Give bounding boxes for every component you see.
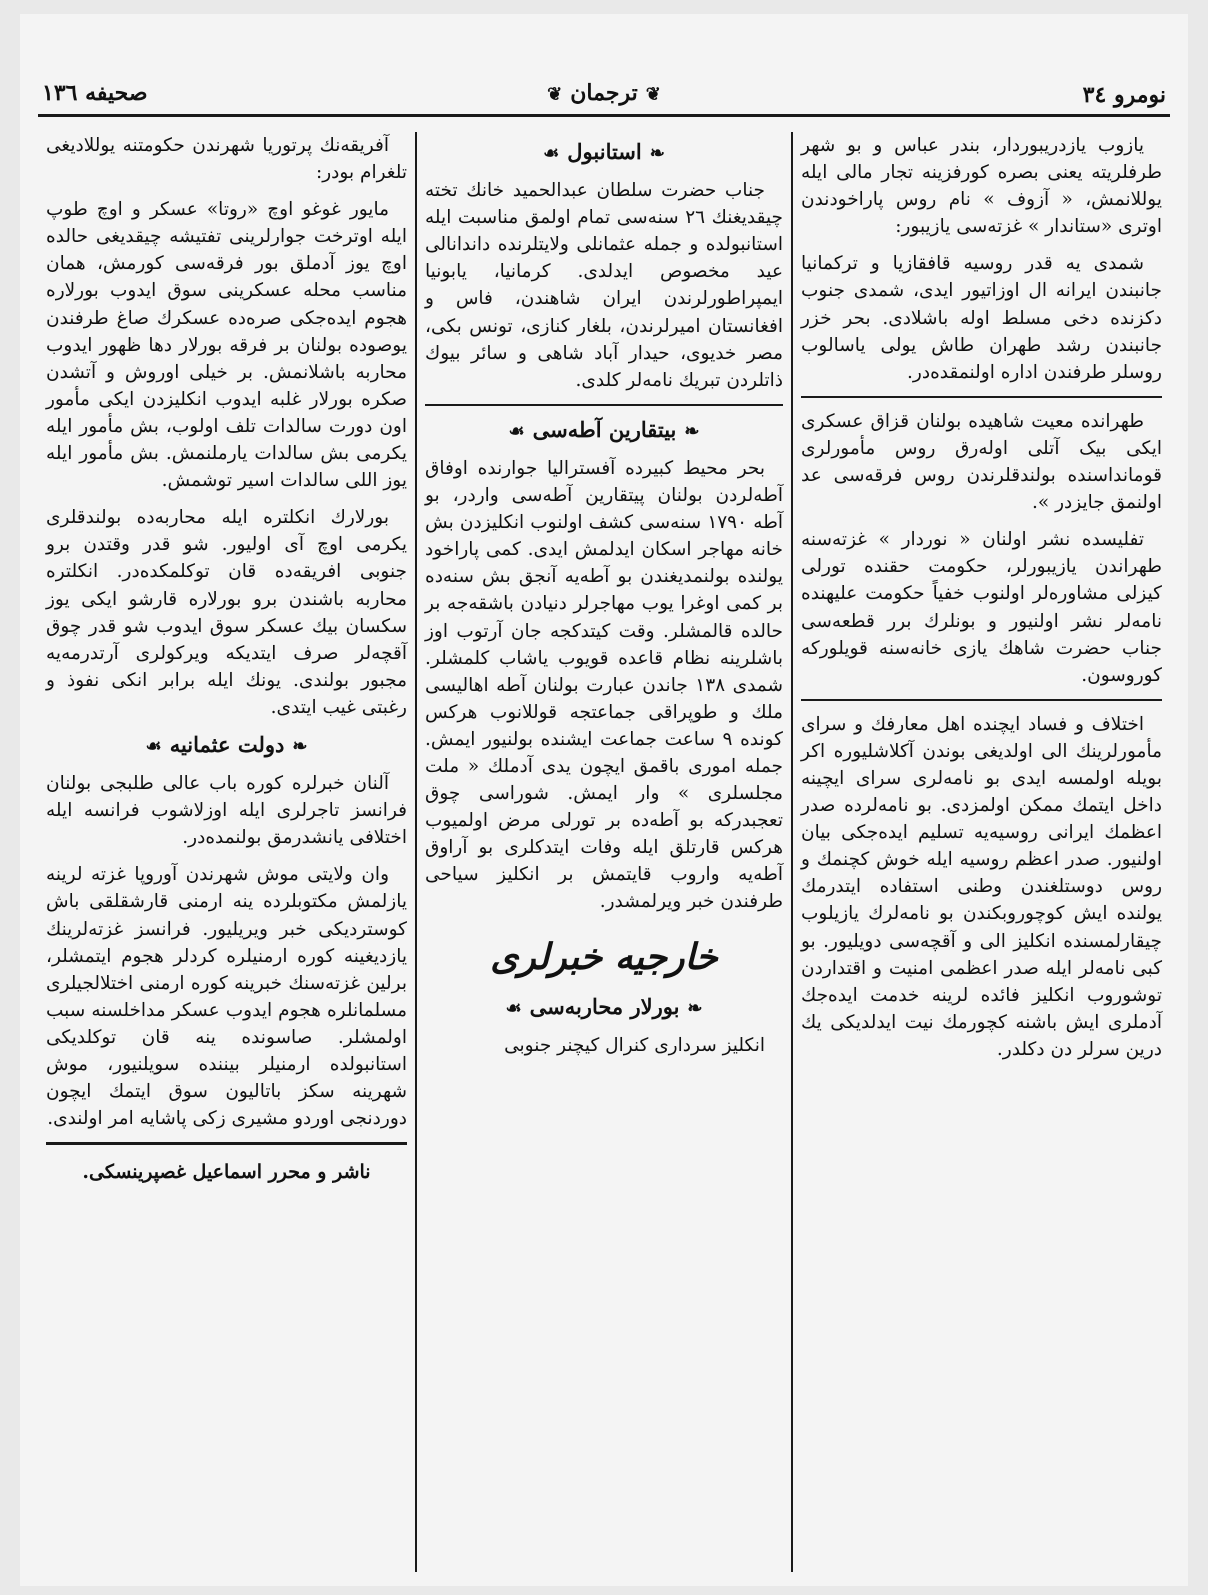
columns bbox=[38, 132, 1170, 1572]
masthead bbox=[38, 62, 1170, 117]
publisher-line: ناشر و محرر اسماعیل غصپرینسکی. bbox=[82, 1161, 371, 1184]
ornament-icon: ❦ bbox=[645, 84, 661, 105]
section-heading bbox=[46, 731, 407, 760]
article-paragraph: طهرانده معیت شاهیده بولنان قزاق عسکری ایکی بیک آتلی اوله‌رق روس مأمورلری قوماندا‌سنده بولندقلرندن روس فرقه‌سی عد اولنمق جایزدر ». bbox=[801, 410, 1162, 514]
ornament-icon: ☙ bbox=[145, 735, 162, 757]
column-left bbox=[38, 132, 415, 1572]
heading-island: بیتقارین آطه‌سی bbox=[532, 416, 677, 442]
ornament-icon: ☙ bbox=[543, 143, 560, 164]
article-paragraph: شمدی یه قدر روسیه قافقازیا و ترکمانیا جانبندن ایرانه ال اوزاتیور ایدی، شمدی جنوب دکزنده دخی مسلط اوله باشلادی. بحر خزر جانبندن رشد طهران طاش یولی یاسالوب روسلر طرفندن اداره اولنمقده‌در. bbox=[801, 253, 1162, 383]
section-divider bbox=[801, 699, 1162, 701]
ornament-icon: ❧ bbox=[684, 420, 700, 442]
ornament-icon: ☙ bbox=[508, 420, 525, 442]
column-right bbox=[793, 132, 1170, 1572]
article-paragraph: آفریقه‌نك پرتوریا شهرندن حکومتنه یوللادیغی تلغرام بودر: bbox=[46, 135, 407, 184]
section-heading bbox=[425, 993, 783, 1022]
section-divider bbox=[425, 404, 783, 406]
footer-divider bbox=[46, 1142, 407, 1145]
article-paragraph: جناب حضرت سلطان عبدالحمید خانك تخته چیقدیغنك ٢٦ سنه‌سی تمام اولمق مناسبت ایله استانبولده و جمله عثمانلی ولایتلرنده داندانالی عید مخصوص ایدلدی. کرمانیا، یابونیا ایمپراطورلرندن ایران شاهندن، فاس و افغانستان امیرلرندن، بلغار کنازی، تونس بکی، مصر خدیوی، حیدار آباد شاهی و سائر بیوك ذاتلردن تبریك نامه‌لر کلدی. bbox=[425, 180, 783, 391]
column-middle bbox=[417, 132, 791, 1572]
article-paragraph: اختلاف و فساد ایچنده اهل معارفك و سرای مأمورلرینك الی اولدیغی بوندن آکلاشلیوره اکر بو‌یله اولمسه ایدی بو نامه‌لری سرای ایچینه داخل ایتمك ممکن اولمزدی. بو نامه‌لرده صدر اعظمك ایرانی روسیه‌یه تسلیم ایده‌جکی بیان اولنیور. صدر اعظم روسیه ایله خوش کچنمك و روس دوستلغندن وطنی استفاده ایتدرمك یولنده ایش کوچوروبکندن بو نامه‌لرك یازیلوب چیقارلمسنده انکلیز الی و آقچه‌سی دویلیور. بو کبی نامه‌لر ایله صدر اعظمی امنیت و اقتداردن توشوروب انکلیز فائده لرینه خدمت ایده‌جك آدملری ایش باشنه کچورمك نیت ایدلدیکی یك درین سرلر دن دکلدر. bbox=[801, 713, 1162, 1060]
article-paragraph: بورلارك انکلتره ایله محاربه‌ده بولندقلری یکرمی اوچ آی اولیور. شو قدر وقتدن برو جنوبی افریقه‌ده قان توکلمکده‌در. انکلتره محاربه باشندن برو بورلاره قارشو ایکی یوز سکسان بیك عسکر سوق ایدوب شو قدر چوق آقچه‌لر صرف ایتدیکه ویرکولری آرتدرمه‌یه مجبور بولندی. یونك ایله برابر انکی نفوذ و رغبتی غیب ایتدی. bbox=[46, 507, 407, 718]
heading-boer-war: بورلار محاربه‌سی bbox=[529, 993, 680, 1019]
issue-number: نومرو ٣٤ bbox=[1082, 82, 1166, 108]
article-paragraph: وان ولایتی موش شهرندن آوروپا غزته لرینه یازلمش مکتوبلرده ینه ارمنی قارشقلقی باش کوستردیکی خبر ویریلیور. فرانسز غزته‌لرینك یازدیغینه کوره ارمنیلره کردلر هجوم ایتمشلر، برلین غزته‌سنك خبرینه کوره ارمنی اختلالجیلری مسلمانلره هجوم ایدوب عسکر مداخلسنه سبب اولمشلر. صاسونده ینه قان توکلدیکی استانبولده ارمنیلر بیننده سویلنیور، موش شهرینه سکز باتالیون سوق ایتمك ایچون دوردنجی اوردو مشیری زکی پاشایه امر اولندی. bbox=[46, 864, 407, 1130]
section-heading bbox=[425, 138, 783, 167]
ornament-icon: ❧ bbox=[292, 735, 308, 757]
newspaper-title bbox=[539, 80, 669, 106]
article-paragraph: بحر محیط کبیرده آفستر‌الیا جوارنده اوفاق آطه‌لردن بولنان پیتقارین آطه‌سی واردر، بو آطه ١٧٩٠ سنه‌سی کشف اولنوب انکلیزدن بش خانه مهاجر اسکان ایدلمش ایدی. کمی پاراخود یولنده بولنمدیغندن بو آطه‌یه آنجق بش سنه‌ده بر کمی اوغرا یوب مهاجرلر دنیادن باشقه‌جه بر حالده قالمشلر. وقت کیتدکجه جان آرتوب اوز باشلرینه نظام قاعده قویوب یاشاب کلمشلر. شمدی ١٣٨ جاندن عبارت بولنان آطه اهالیسی ملك و طوپراقی جماعتجه قوللانوب هرکس کونده ٩ ساعت جماعت ایشنده بولنیور ایمش. جمله اموری باقمق ایچون یدی آدملك « ملت مجلسلری » وار ایمش. شوراسی چوق تعجبدرکه بو آطه‌ده بر تورلی مرض اولمیوب هرکس قارتلق ایله وفات ایتدکلری بو آراوق آطه‌یه واروب قایتمش بر انکلیز سیاحی طرفندن خبر ویرلمشدر. bbox=[425, 457, 783, 913]
heading-istanbul: استانبول bbox=[567, 139, 642, 164]
page-number: صحیفه ١٣٦ bbox=[42, 80, 148, 106]
foreign-news-heading: خارجیه خبرلری bbox=[490, 935, 718, 978]
section-heading bbox=[425, 416, 783, 445]
ornament-icon: ❧ bbox=[687, 997, 703, 1019]
newspaper-sheet bbox=[20, 14, 1188, 1586]
ornament-icon: ❦ bbox=[547, 84, 563, 105]
heading-ottoman: دولت عثمانیه bbox=[169, 731, 285, 757]
ornament-icon: ☙ bbox=[505, 997, 522, 1019]
section-divider bbox=[801, 396, 1162, 398]
article-paragraph: یازوب یازدریبوردار، بندر عباس و بو شهر طرفلریته یعنی بصره کورفزینه تجار مالی ایله یوللانمش، « آزوف » نام روس پاراخودندن اوتری «ستاندار » غزته‌سی یازیبور: bbox=[801, 135, 1162, 238]
article-paragraph: آلنان خبرلره کوره باب عالی طلبجی بولنان فرانسز تاجرلری ایله اوزلاشوب فرانسه ایله اختلافی یانشدرمق بولنمده‌در. bbox=[46, 773, 407, 849]
newspaper-title-text: ترجمان bbox=[570, 80, 638, 106]
article-paragraph: مایور غوغو اوچ «روتا» عسکر و اوچ طوپ ایله اوترخت جوارلرینی تفتیشه چیقدیغی حالده اوچ یوز آدملق بور فرقه‌سی کورمش، همان مناسب محله عسکرینی سوق ایدوب بورلاره هجوم ایده‌جکی صره‌ده عسکرك صاغ طرفندن یوصوده بولنان بر فرقه بورلار دها ظهور ایدوب محاربه باشلانمش. بر خیلی اوروش و آتشدن صکره بورلار غلبه ایدوب انکلیزدن ایکی مأمور اون دورت سالدات تلف اولوب، بش مأمور ایله یکرمی بش سالدات یارملنمش. بش مأمور ایله یوز اللی سالدات اسیر توشمش. bbox=[46, 199, 407, 492]
article-paragraph: تفلیسده نشر اولنان « نوردار » غزته‌سنه طهراندن یازیبورلر، حکومت حقنده تورلی کیزلی مشاوره‌لر اولنوب خفیاً حکومت علیهنده نامه‌لر نشر اولنیور و بونلرك برر قطعه‌سی جناب حضرت شاهك یازی خانه‌سنه قویلورکه کوروسون. bbox=[801, 529, 1162, 686]
article-paragraph: انکلیز سرداری کنرال کیچنر جنوبی bbox=[504, 1034, 765, 1056]
ornament-icon: ❧ bbox=[649, 143, 665, 164]
